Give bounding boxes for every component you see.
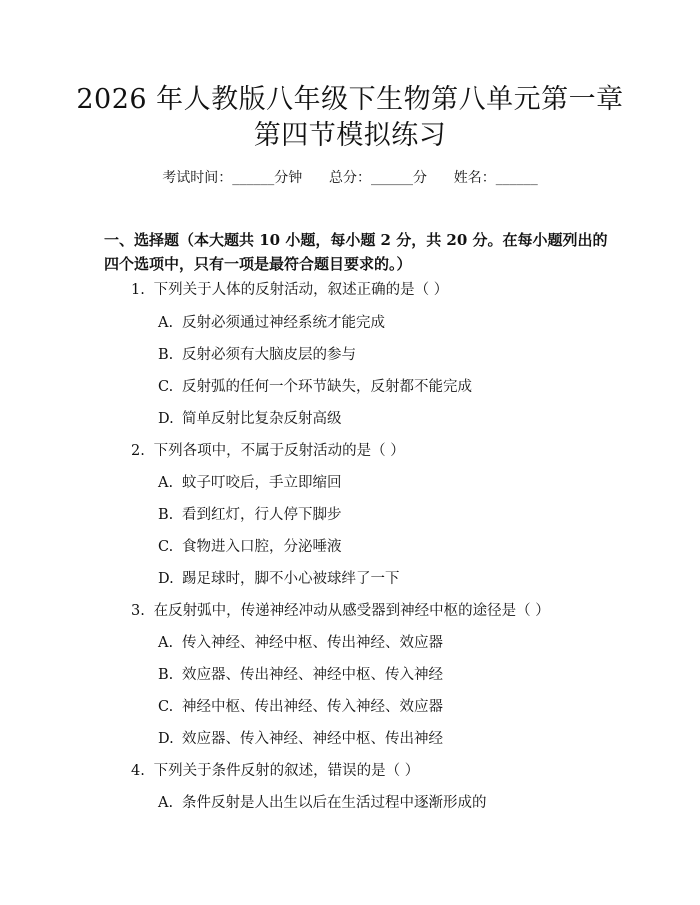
score-label: 总分： (329, 170, 371, 186)
option-text: 蚊子叮咬后，手立即缩回 (182, 475, 342, 491)
option-letter: A. (158, 635, 174, 651)
q2-option-b (158, 505, 342, 525)
option-text: 传入神经、神经中枢、传出神经、效应器 (182, 635, 443, 651)
option-letter: B. (158, 507, 174, 523)
question-number: 2. (131, 443, 145, 459)
option-text: 简单反射比复杂反射高级 (182, 411, 342, 427)
q3-option-a (158, 633, 443, 653)
question-text: 下列关于条件反射的叙述，错误的是（ ） (153, 763, 420, 779)
option-text: 反射必须有大脑皮层的参与 (182, 347, 356, 363)
option-letter: A. (158, 475, 174, 491)
option-letter: A. (158, 315, 174, 331)
question-text: 在反射弧中，传递神经冲动从感受器到神经中枢的途径是（ ） (153, 603, 550, 619)
q2-option-c (158, 537, 342, 557)
q2-option-a (158, 473, 342, 493)
option-letter: D. (158, 411, 174, 427)
option-text: 食物进入口腔，分泌唾液 (182, 539, 342, 555)
q1-option-d (158, 409, 342, 429)
name-blank: ______ (495, 170, 538, 186)
page-title-line-1: 2026 年人教版八年级下生物第八单元第一章 (76, 84, 624, 115)
q3-option-c (158, 697, 443, 717)
option-text: 反射必须通过神经系统才能完成 (182, 315, 385, 331)
option-letter: C. (158, 539, 174, 555)
option-text: 看到红灯，行人停下脚步 (182, 507, 342, 523)
q4-option-a (158, 793, 487, 813)
q1-option-c (158, 377, 472, 397)
option-text: 踢足球时，脚不小心被球绊了一下 (182, 571, 400, 587)
option-text: 效应器、传入神经、神经中枢、传出神经 (182, 731, 443, 747)
question-2 (131, 441, 405, 461)
question-3 (131, 601, 550, 621)
time-blank: ______ (232, 170, 275, 186)
question-number: 4. (131, 763, 145, 779)
question-text: 下列关于人体的反射活动，叙述正确的是（ ） (153, 282, 449, 298)
question-number: 3. (131, 603, 145, 619)
section-heading: 一、选择题（本大题共 10 小题，每小题 2 分，共 20 分。在每小题列出的四个选项中，只有一项是最符合题目要求的。） (104, 231, 608, 273)
option-text: 条件反射是人出生以后在生活过程中逐渐形成的 (182, 795, 487, 811)
option-letter: D. (158, 731, 174, 747)
score-unit: 分 (413, 170, 427, 186)
page-title-line-2: 第四节模拟练习 (253, 120, 447, 151)
name-label: 姓名： (453, 170, 496, 186)
option-letter: D. (158, 571, 174, 587)
q3-option-b (158, 665, 443, 685)
question-text: 下列各项中，不属于反射活动的是（ ） (153, 443, 405, 459)
option-letter: C. (158, 379, 174, 395)
exam-info-line (0, 168, 700, 188)
score-blank: ______ (371, 170, 413, 186)
option-letter: C. (158, 699, 174, 715)
option-letter: A. (158, 795, 174, 811)
time-unit: 分钟 (274, 170, 303, 186)
question-1 (131, 280, 448, 300)
question-number: 1. (131, 282, 145, 298)
option-text: 反射弧的任何一个环节缺失，反射都不能完成 (182, 379, 472, 395)
question-4 (131, 761, 419, 781)
option-letter: B. (158, 667, 174, 683)
q1-option-a (158, 313, 385, 333)
option-text: 神经中枢、传出神经、传入神经、效应器 (182, 699, 443, 715)
q3-option-d (158, 729, 443, 749)
option-text: 效应器、传出神经、神经中枢、传入神经 (182, 667, 443, 683)
q2-option-d (158, 569, 400, 589)
option-letter: B. (158, 347, 174, 363)
q1-option-b (158, 345, 356, 365)
time-label: 考试时间： (162, 170, 233, 186)
